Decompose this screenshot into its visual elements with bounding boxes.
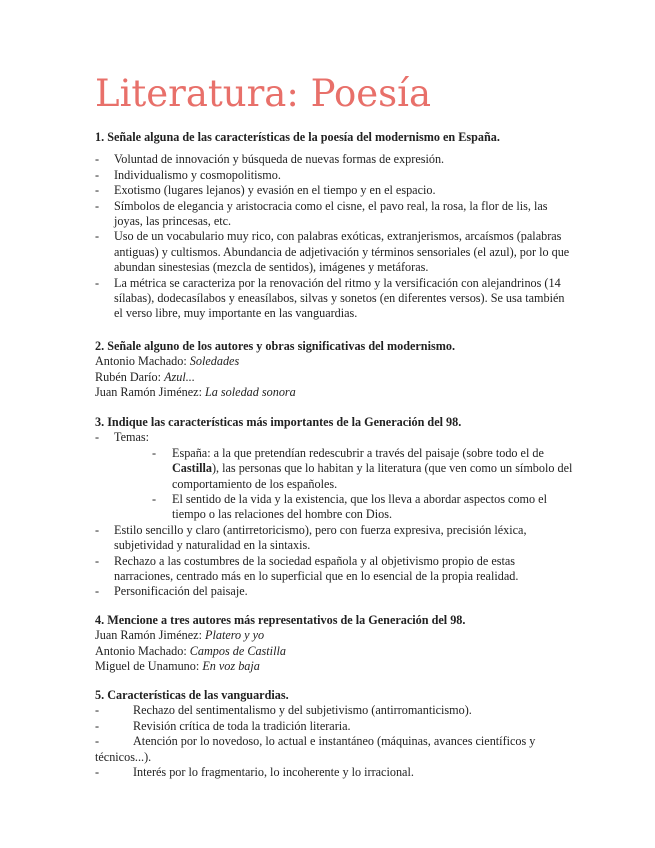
question-3-heading: 3. Indique las características más importantes de la Generación del 98.	[95, 415, 462, 429]
work-title: En voz baja	[202, 659, 260, 674]
question-5-heading: 5. Características de las vanguardias.	[95, 688, 289, 702]
section-3	[95, 415, 575, 600]
author-work-entry	[95, 354, 575, 369]
list-item: - Atención por lo novedoso, lo actual e instantáneo (máquinas, avances científicos y técnicos...).	[95, 734, 575, 765]
section-5	[95, 688, 575, 780]
list-item: - Uso de un vocabulario muy rico, con palabras exóticas, extranjerismos, arcaísmos (palabras antiguas) y cultismos. Abundancia de adjetivación y términos sensoriales (el azul), por lo que abundan sinestesias (mezcla de sentidos), imágenes y metáforas.	[95, 229, 575, 275]
work-title: Azul...	[164, 369, 195, 384]
list-item: - Exotismo (lugares lejanos) y evasión en el tiempo y en el espacio.	[95, 183, 575, 198]
page-title: Literatura: Poesía	[95, 72, 432, 115]
sublist-item: - España: a la que pretendían redescubrir a través del paisaje (sobre todo el de Castilla), las personas que lo habitan y la literatura (que ven como un símbolo del comportamiento de los españoles.	[114, 446, 575, 492]
question-4-heading: 4. Mencione a tres autores más representativos de la Generación del 98.	[95, 613, 466, 627]
author-work-entry	[95, 644, 575, 659]
work-title: Platero y yo	[205, 628, 265, 643]
list-item: - Individualismo y cosmopolitismo.	[95, 168, 575, 183]
list-item: - Revisión crítica de toda la tradición literaria.	[95, 719, 575, 734]
author-work-entry	[95, 628, 575, 643]
sublist-item: - El sentido de la vida y la existencia, que los lleva a abordar aspectos como el tiempo o las relaciones del hombre con Dios.	[114, 492, 575, 523]
list-item: - La métrica se caracteriza por la renovación del ritmo y la versificación con alejandrinos (14 sílabas), dodecasílabos y eneasílabos, silvas y sonetos (en diferentes versos). Se usa también el verso libre, muy importante en las vanguardias.	[95, 276, 575, 322]
section-4	[95, 613, 575, 675]
author-work-entry	[95, 385, 575, 400]
author-work-entry	[95, 659, 575, 674]
list-item: - Estilo sencillo y claro (antirretoricismo), pero con fuerza expresiva, precisión léxica, subjetividad y naturalidad en la sintaxis.	[95, 523, 575, 554]
list-item-temas	[95, 430, 575, 522]
list-item: - Símbolos de elegancia y aristocracia como el cisne, el pavo real, la rosa, la flor de lis, las joyas, las princesas, etc.	[95, 199, 575, 230]
work-title: La soledad sonora	[205, 385, 296, 400]
list-item: - Rechazo a las costumbres de la sociedad española y al objetivismo propio de estas narraciones, centrado más en lo superficial que en lo esencial de la propia realidad.	[95, 554, 575, 585]
work-title: Soledades	[189, 354, 240, 369]
author-name: Antonio Machado:	[95, 354, 190, 369]
author-name: Juan Ramón Jiménez:	[95, 385, 206, 400]
temas-label: Temas:	[114, 430, 150, 445]
author-name: Rubén Darío:	[95, 369, 165, 384]
vanguard-features-list	[95, 703, 575, 780]
question-2-heading: 2. Señale alguno de los autores y obras significativas del modernismo.	[95, 339, 456, 353]
question-1-heading: 1. Señale alguna de las características de la poesía del modernismo en España.	[95, 130, 500, 144]
list-item: - Voluntad de innovación y búsqueda de nuevas formas de expresión.	[95, 152, 575, 167]
modernism-features-list	[95, 152, 575, 321]
author-name: Juan Ramón Jiménez:	[95, 628, 206, 643]
bold-term: Castilla	[172, 461, 212, 476]
list-item: - Rechazo del sentimentalismo y del subjetivismo (antirromanticismo).	[95, 703, 575, 718]
work-title: Campos de Castilla	[189, 643, 286, 658]
list-item: - Personificación del paisaje.	[95, 584, 575, 599]
section-2	[95, 339, 575, 401]
generation-98-features-list	[95, 430, 575, 599]
section-1	[95, 130, 575, 322]
author-name: Miguel de Unamuno:	[95, 659, 203, 674]
author-name: Antonio Machado:	[95, 643, 190, 658]
temas-sublist	[114, 446, 575, 523]
author-work-entry	[95, 370, 575, 385]
list-item: - Interés por lo fragmentario, lo incoherente y lo irracional.	[95, 765, 575, 780]
